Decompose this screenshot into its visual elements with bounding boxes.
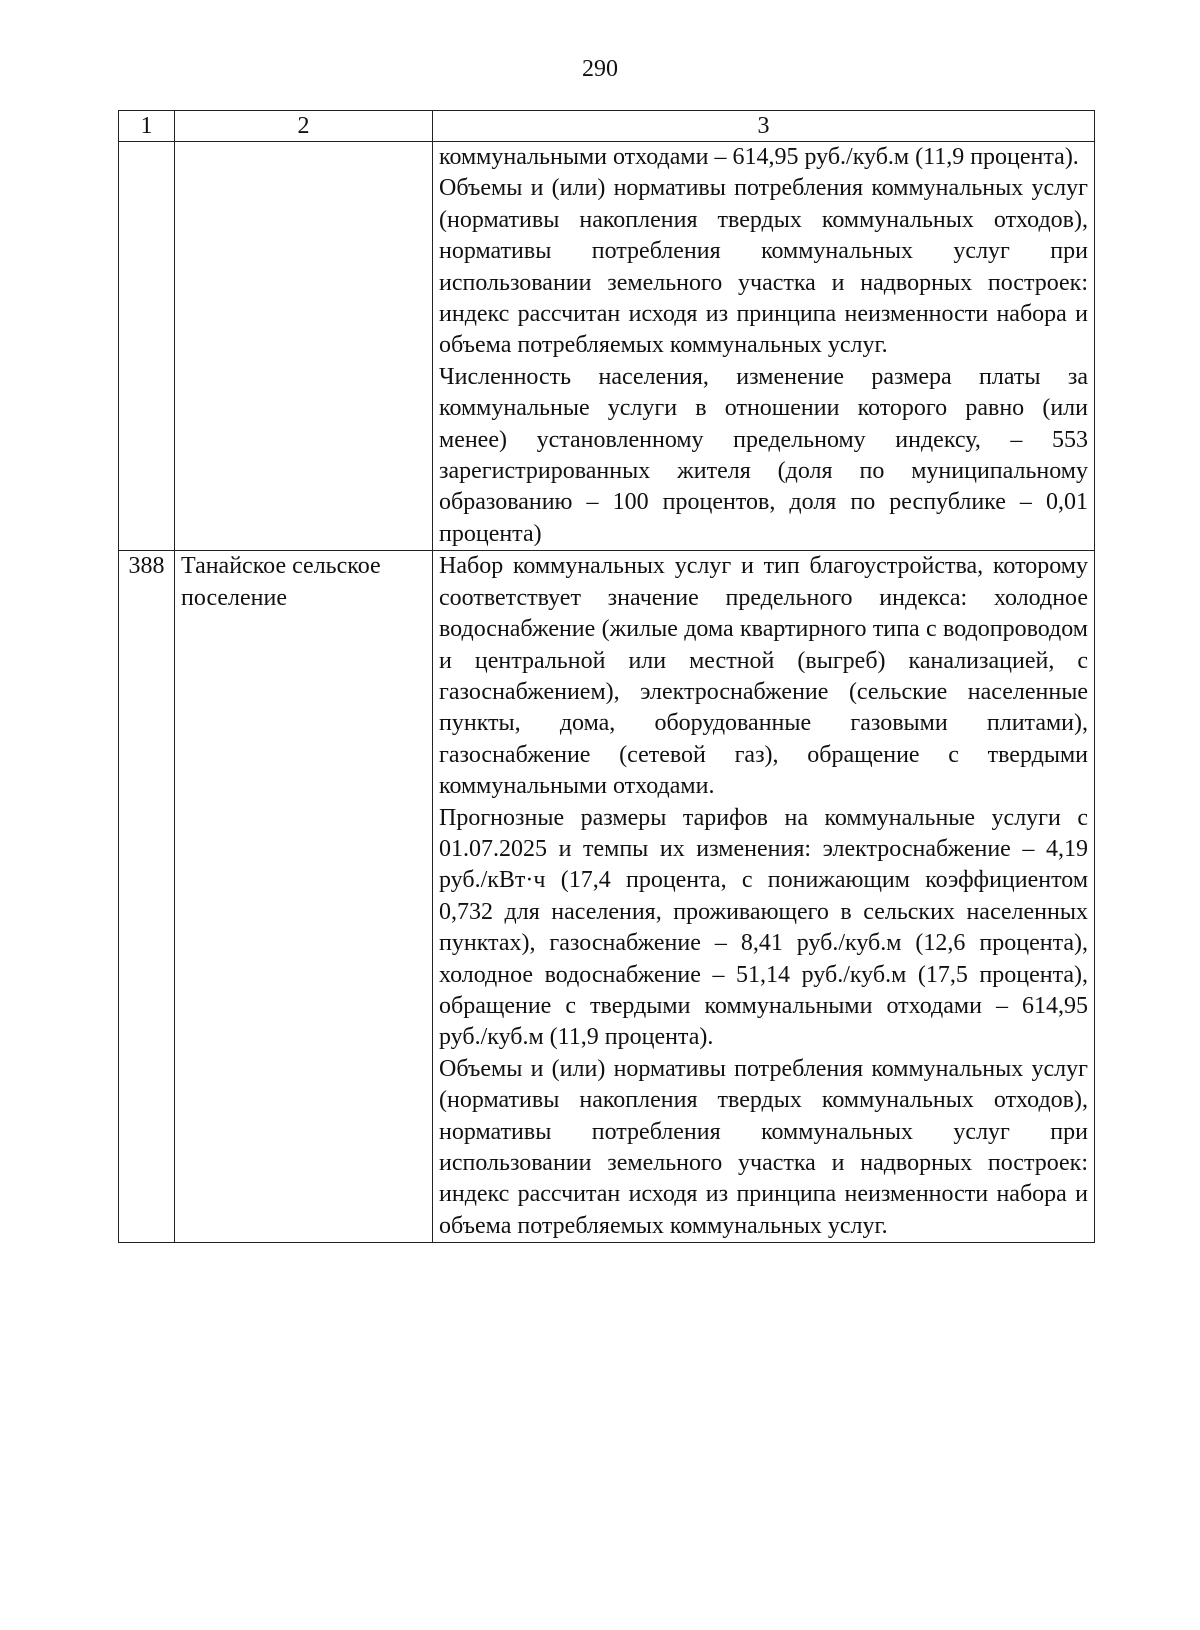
row-description — [433, 551, 1095, 1243]
settlement-name — [175, 142, 433, 551]
page-number: 290 — [582, 56, 618, 82]
column-header-3: 3 — [433, 111, 1095, 142]
table-row — [119, 142, 1095, 551]
paragraph: Прогнозные размеры тарифов на коммунальные услуги с 01.07.2025 и темпы их изменения: электроснабжение – 4,19 руб./кВт·ч (17,4 процента, с понижающим коэффициентом 0,732 для населения, проживающего в сельских населенных пунктах), газоснабжение – 8,41 руб./куб.м (12,6 процента), холодное водоснабжение – 51,14 руб./куб.м (17,5 процента), обращение с твердыми коммунальными отходами – 614,95 руб./куб.м (11,9 процента). — [439, 804, 1088, 1051]
paragraph: Численность населения, изменение размера платы за коммунальные услуги в отношении которого равно (или менее) установленному предельному индексу, – 553 зарегистрированных жителя (доля по муниципальному образованию – 100 процентов, доля по республике – 0,01 процента) — [439, 363, 1088, 547]
row-number — [119, 142, 175, 551]
paragraph: Набор коммунальных услуг и тип благоустройства, которому соответствует значение предельного индекса: холодное водоснабжение (жилые дома квартирного типа с водопроводом и центральной или местной (выгреб) канализацией, с газоснабжением), электроснабжение (сельские населенные пункты, дома, оборудованные газовыми плитами), газоснабжение (сетевой газ), обращение с твердыми коммунальными отходами. — [439, 553, 1088, 800]
table-row — [119, 551, 1095, 1243]
paragraph: Объемы и (или) нормативы потребления коммунальных услуг (нормативы накопления твердых коммунальных отходов), нормативы потребления коммунальных услуг при использовании земельного участка и надворных построек: индекс рассчитан исходя из принципа неизменности набора и объема потребляемых коммунальных услуг. — [439, 175, 1088, 359]
row-description — [433, 142, 1095, 551]
paragraph: коммунальными отходами – 614,95 руб./куб.м (11,9 процента). — [439, 144, 1079, 170]
settlement-name: Танайское сельское поселение — [175, 551, 433, 1243]
row-number: 388 — [119, 551, 175, 1243]
column-header-2: 2 — [175, 111, 433, 142]
column-header-1: 1 — [119, 111, 175, 142]
paragraph: Объемы и (или) нормативы потребления коммунальных услуг (нормативы накопления твердых коммунальных отходов), нормативы потребления коммунальных услуг при использовании земельного участка и надворных построек: индекс рассчитан исходя из принципа неизменности набора и объема потребляемых коммунальных услуг. — [439, 1055, 1088, 1239]
table-header-row — [119, 111, 1095, 142]
tariff-table — [118, 110, 1095, 1243]
